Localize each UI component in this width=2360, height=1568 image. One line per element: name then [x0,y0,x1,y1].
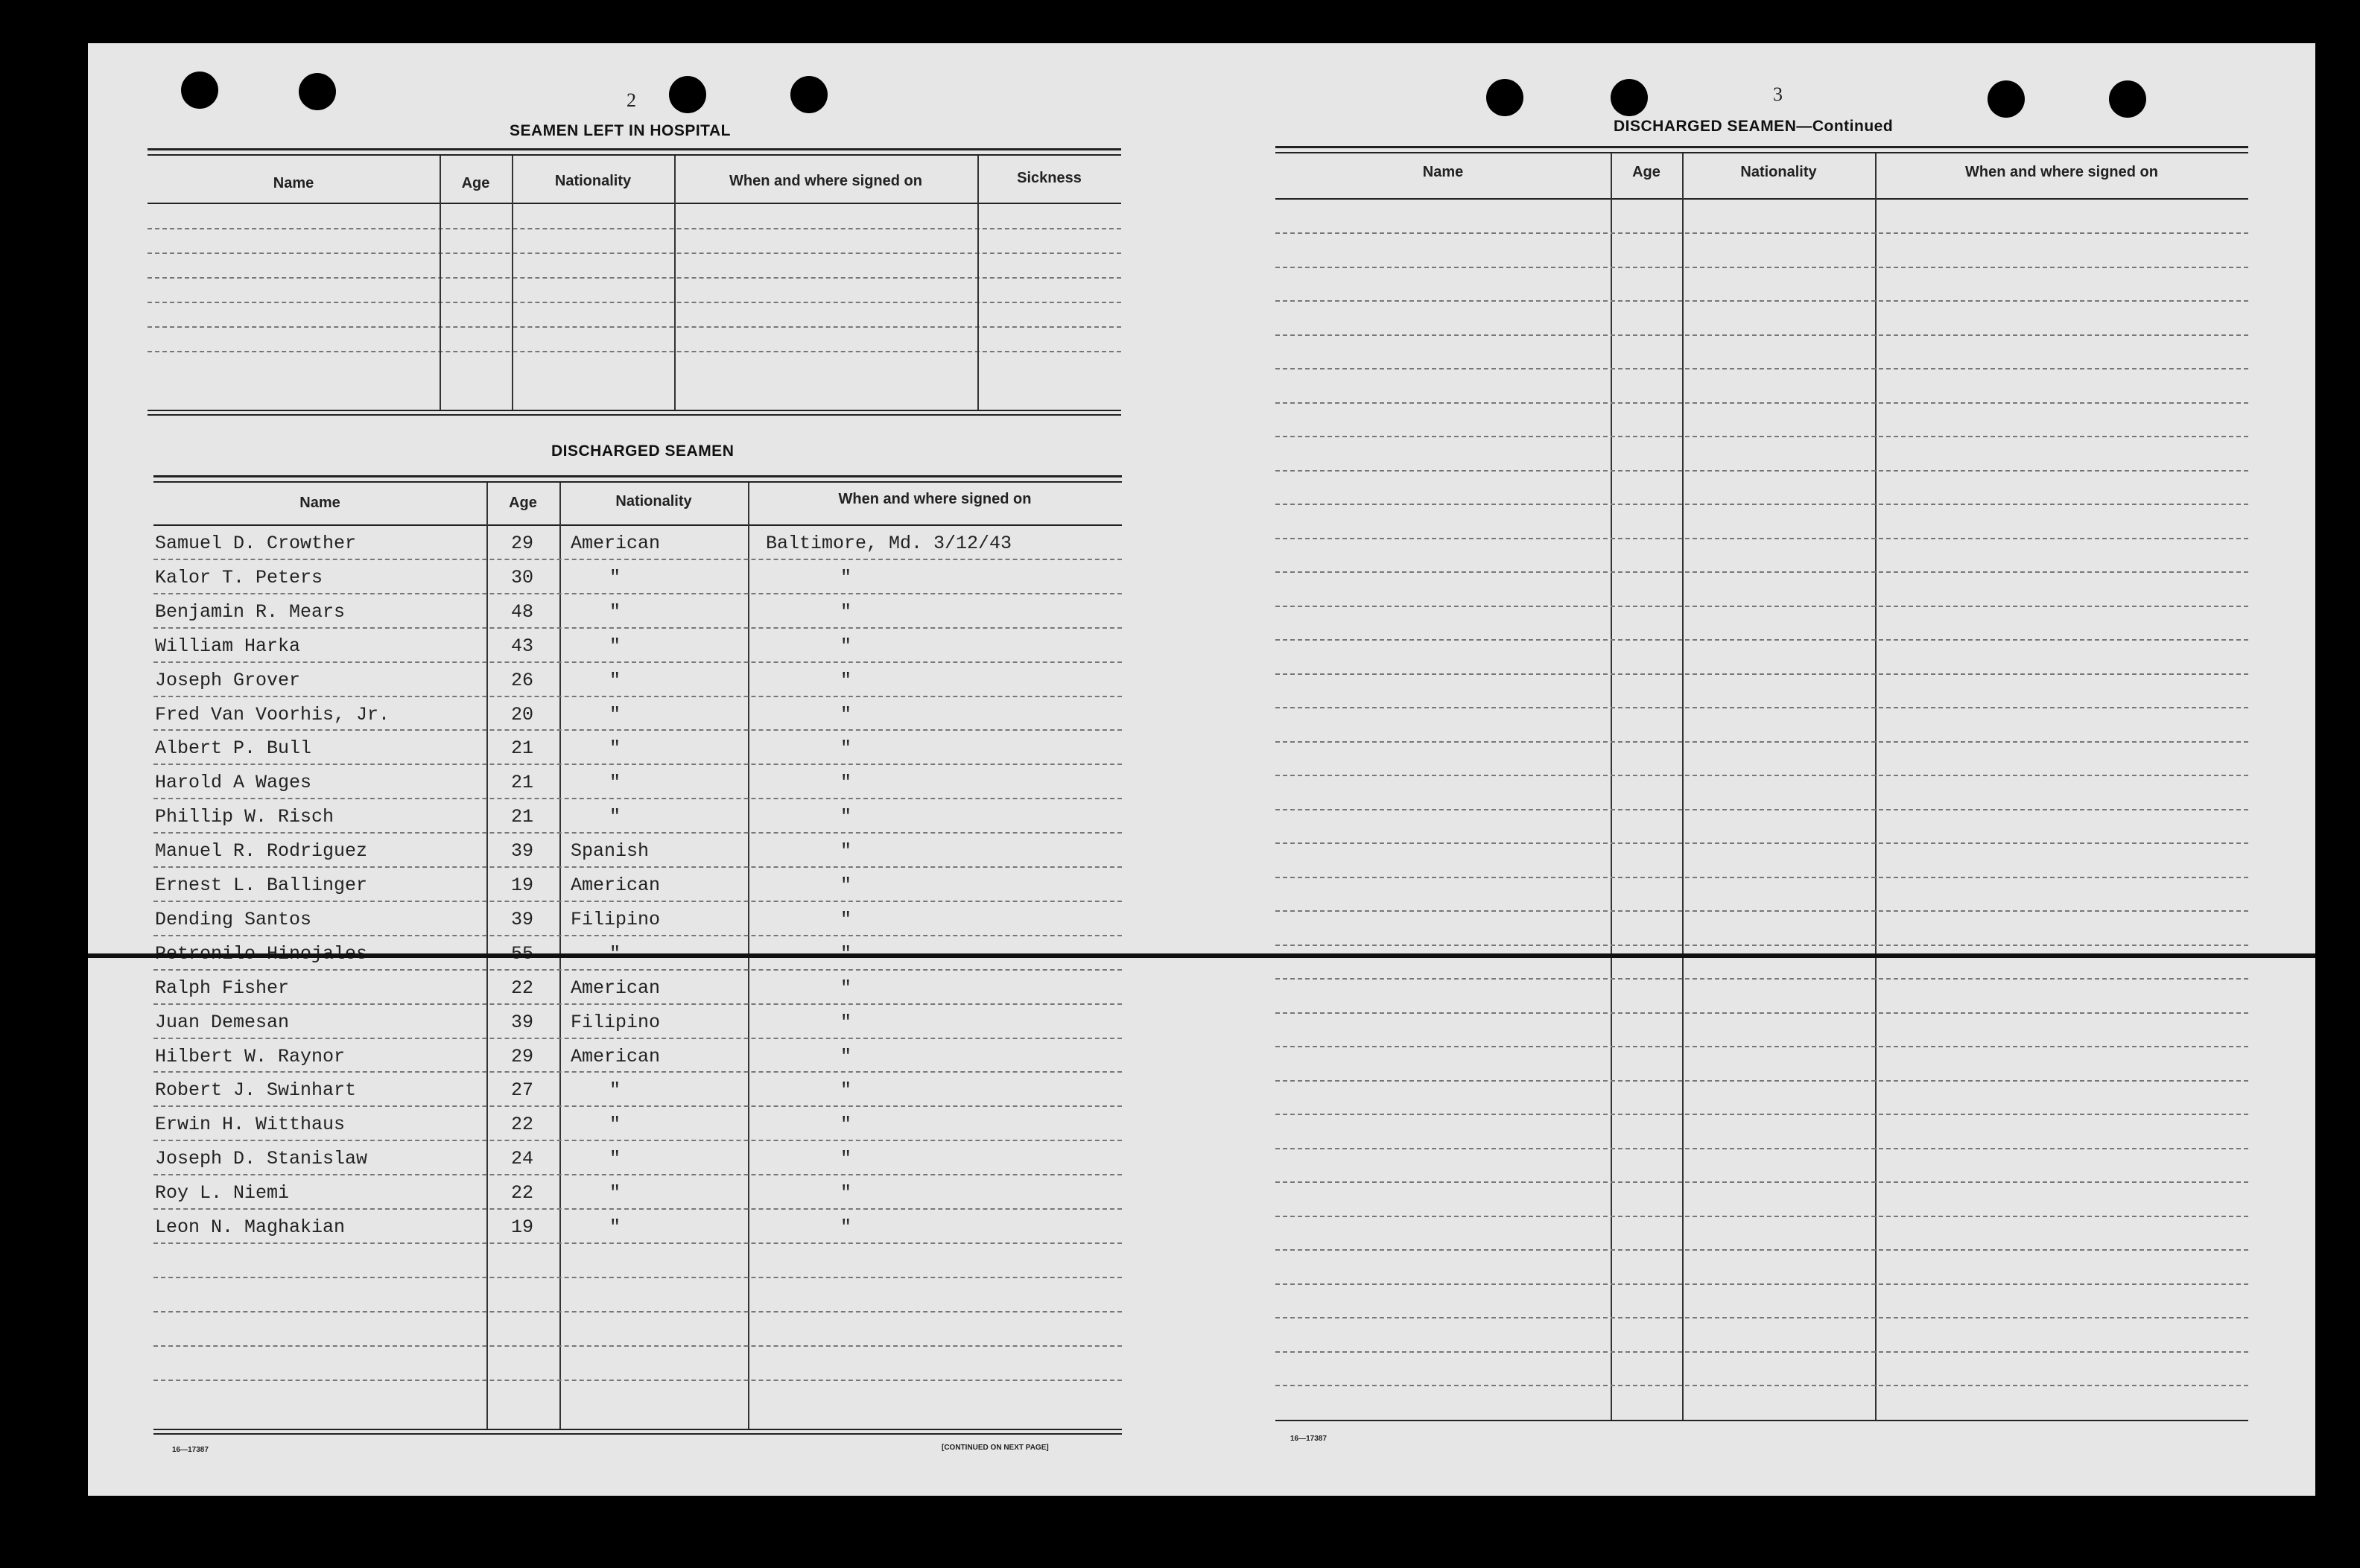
row-line [1275,606,2248,607]
row-line [153,1140,1122,1141]
row-line [148,326,1121,328]
continued-section-title: DISCHARGED SEAMEN—Continued [1614,118,1894,135]
cell-nationality: Spanish [571,840,650,863]
column-header-age: Age [461,175,490,191]
form-number-left: 16—17387 [172,1446,209,1454]
column-header-age: Age [509,495,537,511]
rule [153,524,1122,526]
row-line [1275,1351,2248,1353]
column-header-sickness: Sickness [1017,170,1082,186]
cell-signed-on: " [840,1148,852,1170]
column-line [512,156,513,410]
punch-hole [669,76,706,113]
cell-name: Albert P. Bull [155,737,312,760]
rule [153,475,1122,477]
cell-age: 22 [511,1182,534,1204]
rule [1275,152,2248,153]
row-line [153,866,1122,868]
row-line [153,1071,1122,1073]
cell-age: 39 [511,1011,534,1033]
cell-name: Robert J. Swinhart [155,1079,357,1102]
row-line [153,1038,1122,1039]
cell-nationality: " [609,806,621,828]
cell-age: 39 [511,840,534,863]
row-line [1275,571,2248,573]
cell-name: Manuel R. Rodriguez [155,840,368,863]
column-line [977,156,979,410]
row-line [153,1242,1122,1244]
row-line [148,351,1121,352]
row-line [1275,1249,2248,1251]
fold-crease [88,953,2315,958]
cell-name: Juan Demesan [155,1011,290,1033]
row-line [1275,673,2248,675]
rule [1275,198,2248,200]
row-line [148,277,1121,279]
cell-signed-on: " [840,875,852,896]
row-line [1275,741,2248,743]
cell-signed-on: " [840,1011,852,1033]
document-sheet [88,43,2315,1496]
cell-signed-on: " [840,600,852,623]
row-line [1275,1046,2248,1047]
column-header-name: Name [273,175,314,191]
row-line [153,832,1122,834]
cell-signed-on: " [840,669,852,691]
cell-name: Ralph Fisher [155,977,290,999]
cell-age: 26 [511,669,534,691]
discharged-section-title: DISCHARGED SEAMEN [551,442,735,460]
row-line [153,729,1122,731]
row-line [1275,809,2248,810]
row-line [1275,538,2248,539]
cell-signed-on: " [840,908,852,930]
rule [153,1429,1122,1430]
punch-hole [1486,79,1523,116]
cell-name: Kalor T. Peters [155,566,323,588]
row-line [1275,945,2248,946]
punch-hole [1611,79,1648,116]
row-line [153,1345,1122,1347]
cell-signed-on: " [840,1114,852,1136]
row-line [1275,877,2248,878]
cell-nationality: " [609,737,621,760]
cell-nationality: American [571,875,661,896]
cell-age: 21 [511,806,534,828]
row-line [153,1174,1122,1175]
column-header-signed-on: When and where signed on [729,173,922,189]
punch-hole [181,72,218,109]
row-line [153,1003,1122,1005]
row-line [148,228,1121,229]
column-line [1875,153,1877,1420]
cell-age: 20 [511,703,534,726]
punch-hole [1988,80,2025,118]
row-line [1275,470,2248,472]
cell-signed-on: " [840,772,852,794]
row-line [1275,978,2248,980]
rule [148,148,1121,150]
cell-name: William Harka [155,635,301,657]
row-line [153,661,1122,663]
rule [153,1433,1122,1435]
punch-hole [2109,80,2146,118]
cell-signed-on: " [840,1079,852,1102]
cell-nationality: Filipino [571,1011,661,1033]
cell-name: Roy L. Niemi [155,1182,290,1204]
column-line [440,156,441,410]
row-line [153,1208,1122,1210]
column-header-signed-on: When and where signed on [1965,164,2158,180]
cell-nationality: " [609,600,621,623]
cell-signed-on: " [840,737,852,760]
column-header-name: Name [299,495,340,511]
cell-name: Leon N. Maghakian [155,1216,346,1238]
row-line [153,1311,1122,1313]
row-line [1275,232,2248,234]
rule [148,410,1121,411]
punch-hole [299,73,336,110]
cell-age: 30 [511,566,534,588]
row-line [153,901,1122,902]
column-line [674,156,676,410]
cell-name: Ernest L. Ballinger [155,875,368,896]
cell-name: Joseph Grover [155,669,301,691]
hospital-section-title: SEAMEN LEFT IN HOSPITAL [510,122,731,139]
cell-name: Samuel D. Crowther [155,533,357,554]
cell-name: Fred Van Voorhis, Jr. [155,703,390,726]
cell-age: 19 [511,1216,534,1238]
cell-signed-on: " [840,806,852,828]
cell-nationality: " [609,1148,621,1170]
cell-age: 22 [511,977,534,999]
row-line [1275,1080,2248,1082]
cell-name: Harold A Wages [155,772,312,794]
cell-nationality: " [609,772,621,794]
cell-signed-on: " [840,840,852,863]
cell-name: Benjamin R. Mears [155,600,346,623]
row-line [153,559,1122,560]
row-line [1275,334,2248,336]
column-header-name: Name [1422,164,1464,180]
cell-age: 29 [511,1045,534,1067]
row-line [1275,707,2248,708]
cell-age: 21 [511,737,534,760]
cell-nationality: " [609,635,621,657]
cell-nationality: American [571,533,661,554]
column-header-nationality: Nationality [615,493,692,510]
cell-age: 19 [511,875,534,896]
row-line [1275,639,2248,641]
punch-hole [790,76,828,113]
cell-age: 39 [511,908,534,930]
row-line [153,627,1122,629]
row-line [1275,267,2248,268]
cell-nationality: American [571,1045,661,1067]
cell-nationality: " [609,669,621,691]
cell-signed-on: " [840,1045,852,1067]
row-line [153,1105,1122,1107]
row-line [1275,1114,2248,1115]
row-line [1275,1012,2248,1014]
row-line [1275,842,2248,844]
cell-signed-on: " [840,1216,852,1238]
cell-signed-on: " [840,1182,852,1204]
page-number-left: 2 [627,89,636,111]
row-line [153,935,1122,936]
cell-signed-on: " [840,635,852,657]
row-line [153,969,1122,971]
row-line [153,1277,1122,1278]
row-line [153,696,1122,697]
column-header-nationality: Nationality [1740,164,1817,180]
cell-nationality: " [609,1182,621,1204]
row-line [1275,368,2248,369]
cell-signed-on: " [840,566,852,588]
cell-age: 48 [511,600,534,623]
row-line [153,798,1122,799]
row-line [1275,1216,2248,1217]
column-header-signed-on: When and where signed on [838,491,1032,507]
rule [1275,146,2248,148]
cell-nationality: " [609,1114,621,1136]
row-line [148,302,1121,303]
cell-age: 27 [511,1079,534,1102]
page-number-right: 3 [1773,83,1783,105]
row-line [148,253,1121,254]
row-line [153,593,1122,594]
cell-age: 43 [511,635,534,657]
rule [148,203,1121,204]
row-line [1275,1148,2248,1149]
cell-nationality: Filipino [571,908,661,930]
rule [148,414,1121,416]
row-line [1275,402,2248,404]
row-line [1275,436,2248,437]
cell-nationality: American [571,977,661,999]
column-line [1682,153,1684,1420]
cell-signed-on: " [840,977,852,999]
row-line [1275,504,2248,505]
cell-nationality: " [609,1216,621,1238]
cell-nationality: " [609,1079,621,1102]
cell-age: 22 [511,1114,534,1136]
rule [1275,1420,2248,1421]
cell-nationality: " [609,566,621,588]
column-line [1611,153,1612,1420]
cell-age: 29 [511,533,534,554]
row-line [1275,1283,2248,1285]
row-line [1275,300,2248,302]
rule [153,481,1122,483]
cell-signed-on: " [840,703,852,726]
cell-nationality: " [609,703,621,726]
row-line [1275,1181,2248,1183]
row-line [1275,1317,2248,1318]
row-line [1275,775,2248,776]
column-header-nationality: Nationality [554,173,632,189]
row-line [1275,910,2248,912]
cell-age: 21 [511,772,534,794]
form-number-right: 16—17387 [1290,1435,1327,1443]
cell-name: Joseph D. Stanislaw [155,1148,368,1170]
cell-name: Phillip W. Risch [155,806,334,828]
row-line [153,1380,1122,1381]
cell-name: Erwin H. Witthaus [155,1114,346,1136]
cell-name: Hilbert W. Raynor [155,1045,346,1067]
continued-note: [CONTINUED ON NEXT PAGE] [942,1444,1049,1452]
row-line [153,764,1122,765]
cell-signed-on: Baltimore, Md. 3/12/43 [766,533,1012,554]
column-header-age: Age [1632,164,1660,180]
cell-name: Dending Santos [155,908,312,930]
row-line [1275,1385,2248,1386]
cell-age: 24 [511,1148,534,1170]
rule [148,154,1121,156]
